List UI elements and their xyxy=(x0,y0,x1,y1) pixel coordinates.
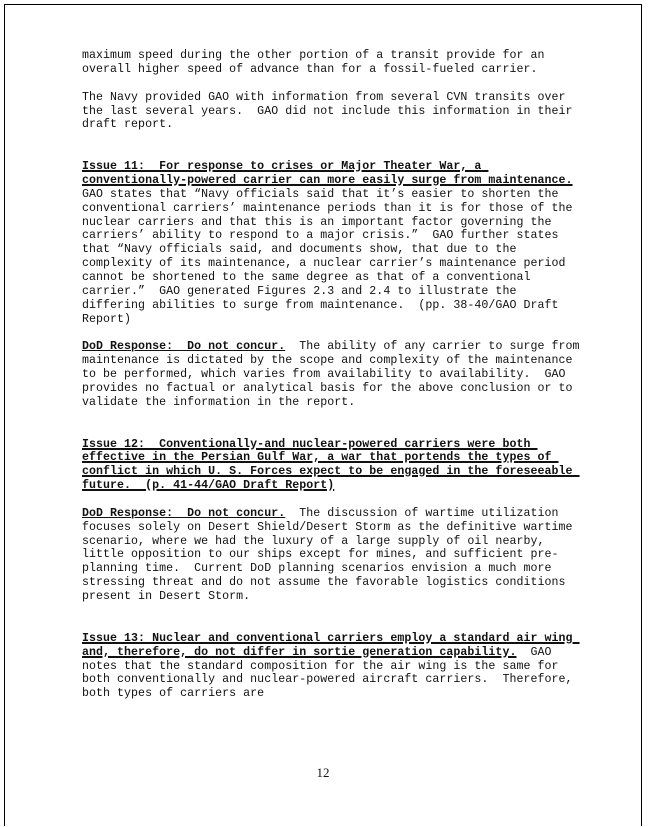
page-number: 12 xyxy=(316,765,330,780)
issue-12-response xyxy=(82,507,582,604)
issue-12-heading: Issue 12: Conventionally-and nuclear-powered carriers were both effective in the Persian Gulf War, a war that portends the types of conflict in which U. S. Forces expect to be engaged in the foreseeable future. (p. 41-44/GAO Draft Report) xyxy=(82,437,580,493)
issue-13-body: GAO notes that the standard composition for the air wing is the same for both conventionally and nuclear-powered aircraft carriers. Therefore, both types of carriers are xyxy=(82,645,580,701)
issue-12-response-label: DoD Response: Do not concur. xyxy=(82,506,286,520)
issue-11-response-text: The ability of any carrier to surge from maintenance is dictated by the scope and complexity of the maintenance to be performed, which varies from availability to availability. GAO provides no factual or analytical basis for the above conclusion or to validate the information in the report. xyxy=(82,340,587,409)
document-body xyxy=(82,49,587,701)
paragraph-transit-speed: maximum speed during the other portion of a transit provide for an overall higher speed of advance than for a fossil-fueled carrier. xyxy=(82,49,552,76)
paragraph-cvn-transits: The Navy provided GAO with information from several CVN transits over the last several years. GAO did not include this information in their draft report. xyxy=(82,90,580,132)
issue-11-response-label: DoD Response: Do not concur. xyxy=(82,340,286,354)
issue-13-block xyxy=(82,632,582,701)
issue-13-heading: Issue 13: Nuclear and conventional carriers employ a standard air wing and, therefore, do not differ in sortie generation capability. xyxy=(82,631,580,659)
issue-11-response xyxy=(82,340,587,409)
issue-11-body: GAO states that “Navy officials said that it’s easier to shorten the conventional carriers’ maintenance periods than it is for those of the nuclear carriers and that this is an important factor governing the carriers’ ability to respond to a major crisis.” GAO further states that “Navy officials said, and documents show, that due to the complexity of its maintenance, a nuclear carrier’s maintenance period cannot be shortened to the same degree as that of a conventional carrier.” GAO generated Figures 2.3 and 2.4 to illustrate the differing abilities to surge from maintenance. (pp. 38-40/GAO Draft Report) xyxy=(82,174,587,326)
issue-12-response-text: The discussion of wartime utilization focuses solely on Desert Shield/Desert Storm as the definitive wartime scenario, where we had the luxury of a large supply of oil nearby, little opposition to our ships except for mines, and sufficient pre-planning time. Current DoD planning scenarios envision a much more stressing threat and do not assume the favorable logistics conditions present in Desert Storm. xyxy=(82,506,580,603)
issue-11-block xyxy=(82,160,587,326)
document-page xyxy=(4,4,642,826)
issue-11-heading: Issue 11: For response to crises or Major Theater War, a conventionally-powered carrier can more easily surge from maintenance. xyxy=(82,160,573,188)
